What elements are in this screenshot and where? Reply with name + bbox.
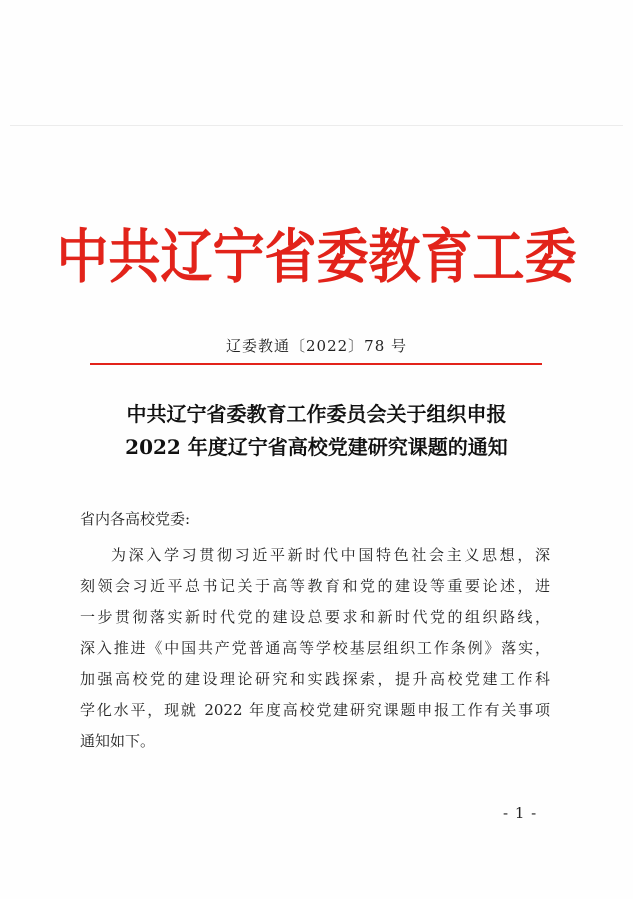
body-paragraph: [80, 540, 550, 757]
body-line: 为深入学习贯彻习近平新时代中国特色社会主义思想，深: [111, 546, 550, 564]
title-line: 2022 年度辽宁省高校党建研究课题的通知: [125, 435, 508, 459]
document-title: [0, 398, 633, 464]
body-line: 通知如下。: [80, 732, 156, 750]
title-line: 中共辽宁省委教育工作委员会关于组织申报: [126, 402, 507, 426]
body-line: 一步贯彻落实新时代党的建设总要求和新时代党的组织路线，: [80, 608, 550, 626]
salutation: 省内各高校党委:: [80, 510, 191, 528]
body-line: 学化水平，现就 2022 年度高校党建研究课题申报工作有关事项: [80, 701, 550, 719]
body-line: 刻领会习近平总书记关于高等教育和党的建设等重要论述，进: [80, 577, 550, 595]
issuer-heading: 中共辽宁省委教育工委: [56, 223, 577, 292]
document-number: 辽委教通〔2022〕78 号: [225, 337, 408, 355]
page-number: - 1 -: [503, 804, 538, 822]
body-line: 加强高校党的建设理论研究和实践探索，提升高校党建工作科: [80, 670, 550, 688]
body-line: 深入推进《中国共产党普通高等学校基层组织工作条例》落实，: [80, 639, 550, 657]
red-divider-rule: [90, 363, 542, 365]
scan-artifact-line: [10, 125, 623, 126]
